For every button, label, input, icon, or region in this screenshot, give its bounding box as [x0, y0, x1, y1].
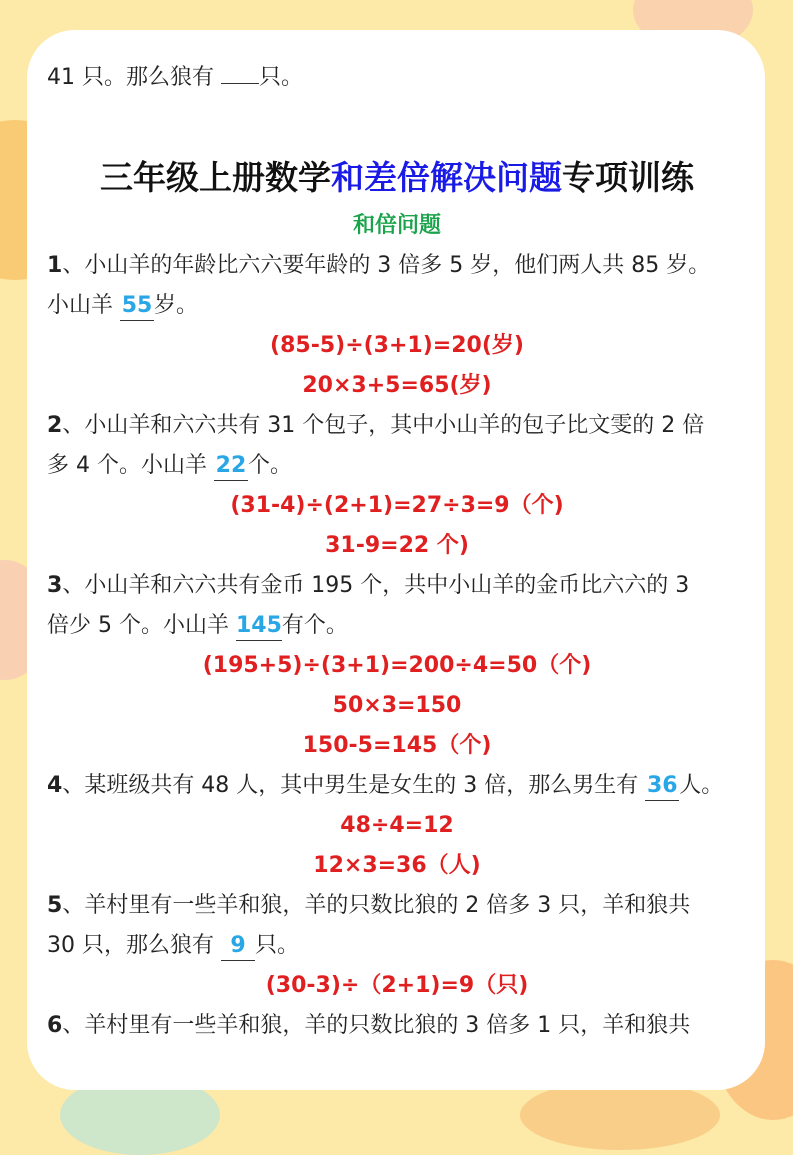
question-1: 1、小山羊的年龄比六六要年龄的 3 倍多 5 岁，他们两人共 85 岁。 [47, 253, 711, 278]
question-3: 3、小山羊和六六共有金币 195 个，共中小山羊的金币比六六的 3 [47, 573, 690, 598]
solution-2-step-1: (31-4)÷(2+1)=27÷3=9（个) [230, 493, 564, 518]
question-6: 6、羊村里有一些羊和狼，羊的只数比狼的 3 倍多 1 只，羊和狼共 [47, 1013, 691, 1038]
worksheet-content [47, 58, 747, 1046]
continued-question-line: 41 只。那么狼有 只。 [47, 65, 303, 90]
worksheet-card [27, 30, 765, 1090]
question-5-cont: 30 只，那么狼有 9 只。 [47, 926, 747, 966]
answer-2[interactable]: 22 [214, 452, 248, 481]
solution-2-step-2: 31-9=22 个) [325, 533, 469, 558]
answer-1[interactable]: 55 [120, 292, 154, 321]
solution-1-step-2: 20×3+5=65(岁) [302, 373, 492, 398]
solution-5-step-1: (30-3)÷（2+1)=9（只) [265, 973, 529, 998]
question-4: 4、某班级共有 48 人，其中男生是女生的 3 倍，那么男生有 36人。 [47, 766, 747, 806]
solution-3-step-2: 50×3=150 [332, 693, 462, 718]
solution-3-step-1: (195+5)÷(3+1)=200÷4=50（个) [202, 653, 592, 678]
answer-blank[interactable] [221, 83, 259, 84]
section-heading: 和倍问题 [352, 213, 441, 238]
solution-1-step-1: (85-5)÷(3+1)=20(岁) [270, 333, 524, 358]
question-2: 2、小山羊和六六共有 31 个包子，其中小山羊的包子比文雯的 2 倍 [47, 413, 705, 438]
question-2-cont: 多 4 个。小山羊 22个。 [47, 446, 747, 486]
answer-4[interactable]: 36 [645, 772, 679, 801]
answer-5[interactable]: 9 [221, 932, 255, 961]
page-title: 三年级上册数学和差倍解决问题专项训练 [100, 158, 694, 197]
answer-3[interactable]: 145 [236, 612, 282, 641]
question-1-cont: 小山羊 55岁。 [47, 286, 747, 326]
solution-4-step-1: 48÷4=12 [340, 813, 454, 838]
decor-blob [520, 1080, 720, 1150]
question-3-cont: 倍少 5 个。小山羊 145有个。 [47, 606, 747, 646]
solution-3-step-3: 150-5=145（个) [302, 733, 492, 758]
solution-4-step-2: 12×3=36（人) [313, 853, 481, 878]
question-5: 5、羊村里有一些羊和狼，羊的只数比狼的 2 倍多 3 只，羊和狼共 [47, 893, 691, 918]
